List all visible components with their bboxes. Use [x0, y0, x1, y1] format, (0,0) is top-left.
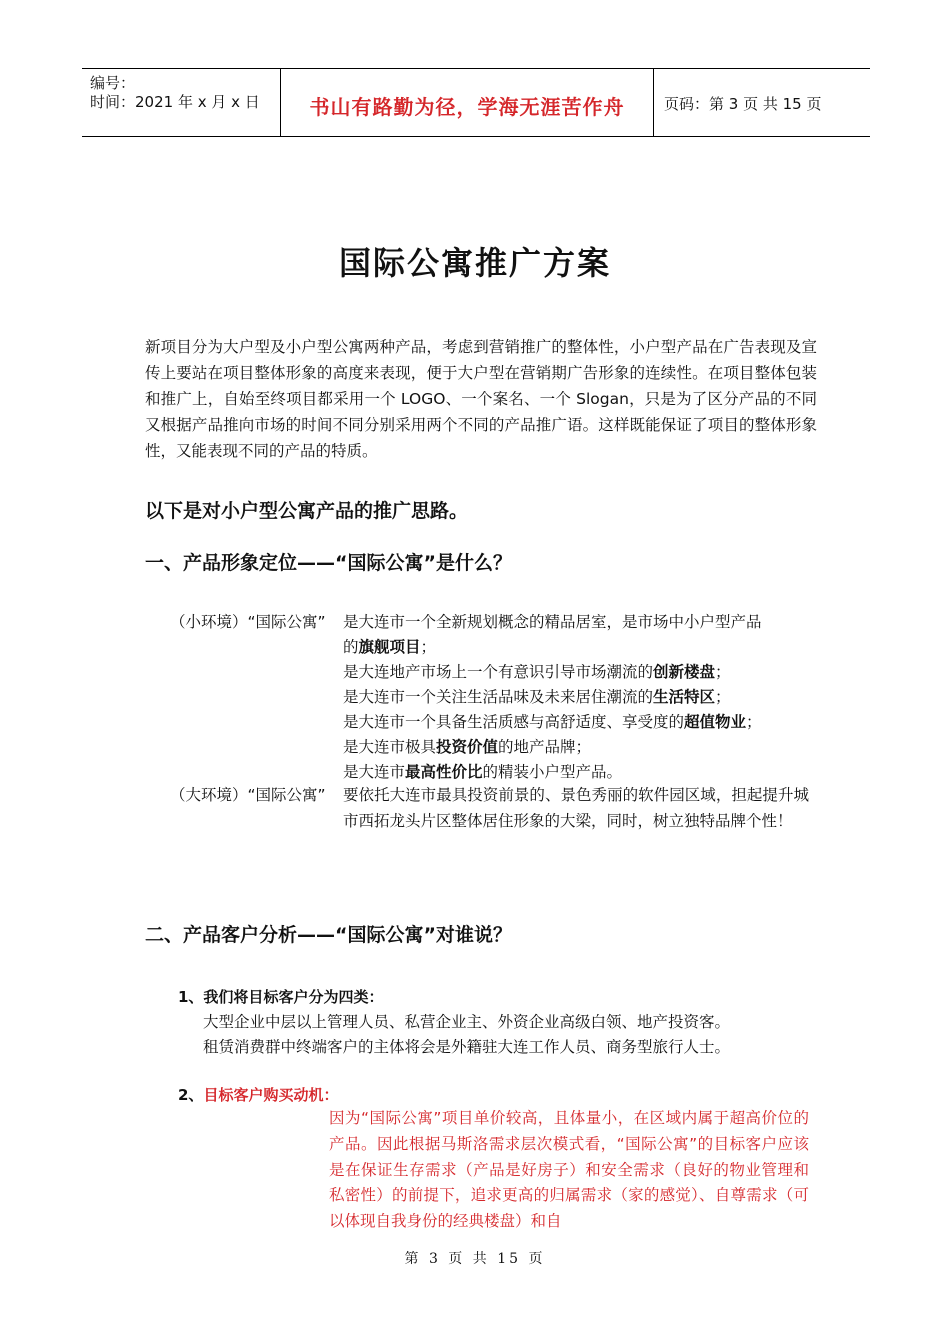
lead-heading: 以下是对小户型公寓产品的推广思路。: [145, 500, 469, 522]
header-table: [82, 68, 870, 137]
header-left-cell: [82, 69, 280, 136]
position-line: 是大连市极具投资价值的地产品牌；: [343, 738, 592, 756]
page-footer: 第 3 页 共 15 页: [404, 1251, 546, 1267]
item1-line1: 大型企业中层以上管理人员、私营企业主、外资企业高级白领、地产投资客。: [203, 1013, 731, 1031]
date-label: 时间：2021 年 x 月 x 日: [90, 93, 260, 111]
position-line: 的旗舰项目；: [343, 638, 437, 656]
item2-title: 2、目标客户购买动机：: [178, 1086, 339, 1104]
position-line: 是大连地产市场上一个有意识引导市场潮流的创新楼盘；: [343, 663, 731, 681]
big-env-tag: （大环境）“国际公寓”: [170, 786, 326, 804]
section2-heading: 二、产品客户分析——“国际公寓”对谁说？: [145, 924, 512, 946]
header-center-cell: [280, 69, 654, 136]
header-right-cell: [654, 69, 870, 136]
number-label: 编号：: [90, 74, 136, 92]
position-line: 是大连市一个具备生活质感与高舒适度、享受度的超值物业；: [343, 713, 762, 731]
small-env-tag: （小环境）“国际公寓”: [170, 613, 326, 631]
section1-heading: 一、产品形象定位——“国际公寓”是什么？: [145, 552, 512, 574]
document-title: 国际公寓推广方案: [338, 244, 611, 282]
item1-title: 1、我们将目标客户分为四类：: [178, 988, 384, 1006]
small-env-line: 是大连市一个全新规划概念的精品居室，是市场中小户型产品: [343, 613, 762, 631]
intro-paragraph: 新项目分为大户型及小户型公寓两种产品，考虑到营销推广的整体性，小户型产品在广告表现及宣传上要站在项目整体形象的高度来表现，便于大户型在营销期广告形象的连续性。在项目整体包装和推广上，自始至终项目都采用一个 LOGO、一个案名、一个 Slogan，只是为了区分产品的不同又根据产品推向市场的时间不同分别采用两个不同的产品推广语。这样既能保证了项目的整体形象性，又能表现不同的产品的特质。: [145, 338, 817, 460]
big-env-text: 要依托大连市最具投资前景的、景色秀丽的软件园区域，担起提升城市西拓龙头片区整体居住形象的大梁，同时，树立独特品牌个性！: [343, 786, 809, 830]
item1-line2: 租赁消费群中终端客户的主体将会是外籍驻大连工作人员、商务型旅行人士。: [203, 1038, 731, 1056]
position-line: 是大连市一个关注生活品味及未来居住潮流的生活特区；: [343, 688, 731, 706]
page-info: 页码：第 3 页 共 15 页: [664, 95, 822, 113]
header-motto: 书山有路勤为径，学海无涯苦作舟: [309, 95, 625, 119]
position-line: 是大连市最高性价比的精装小户型产品。: [343, 763, 623, 781]
purchase-motive-text: 因为“国际公寓”项目单价较高，且体量小，在区域内属于超高价位的产品。因此根据马斯洛需求层次模式看，“国际公寓”的目标客户应该是在保证生存需求（产品是好房子）和安全需求（良好的物业管理和私密性）的前提下，追求更高的归属需求（家的感觉）、自尊需求（可以体现自我身份的经典楼盘）和自: [329, 1109, 809, 1231]
